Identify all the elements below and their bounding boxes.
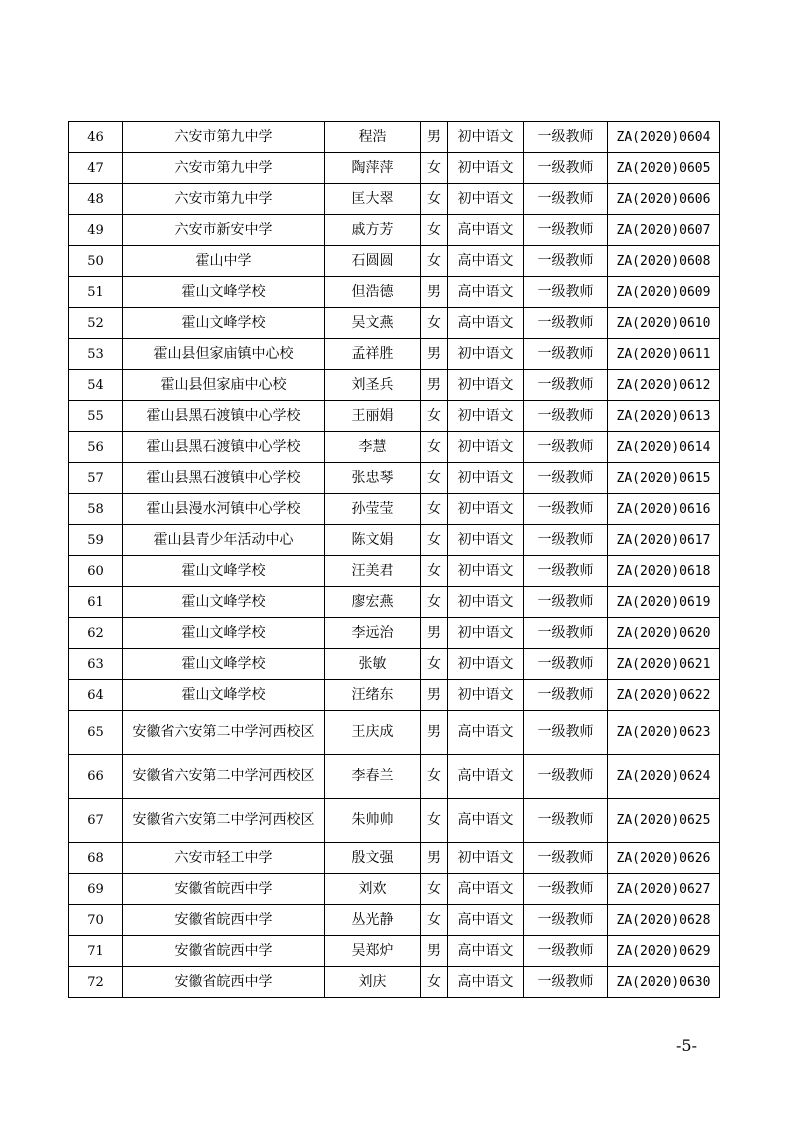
cell-school: 安徽省皖西中学 — [123, 936, 325, 967]
cell-certificate-number: ZA(2020)0627 — [608, 874, 720, 905]
cell-certificate-number: ZA(2020)0609 — [608, 277, 720, 308]
table-row — [69, 401, 720, 432]
cell-subject: 初中语文 — [448, 649, 524, 680]
cell-certificate-number: ZA(2020)0617 — [608, 525, 720, 556]
cell-number: 55 — [69, 401, 123, 432]
cell-school: 霍山县漫水河镇中心学校 — [123, 494, 325, 525]
cell-certificate-number: ZA(2020)0606 — [608, 184, 720, 215]
cell-name: 汪绪东 — [325, 680, 421, 711]
cell-subject: 初中语文 — [448, 184, 524, 215]
cell-name: 刘欢 — [325, 874, 421, 905]
cell-title: 一级教师 — [524, 122, 608, 153]
cell-name: 李慧 — [325, 432, 421, 463]
cell-name: 吴文燕 — [325, 308, 421, 339]
cell-number: 57 — [69, 463, 123, 494]
cell-title: 一级教师 — [524, 246, 608, 277]
cell-subject: 初中语文 — [448, 153, 524, 184]
cell-school: 霍山县但家庙中心校 — [123, 370, 325, 401]
cell-certificate-number: ZA(2020)0629 — [608, 936, 720, 967]
cell-subject: 高中语文 — [448, 277, 524, 308]
table-row — [69, 339, 720, 370]
cell-certificate-number: ZA(2020)0613 — [608, 401, 720, 432]
cell-certificate-number: ZA(2020)0612 — [608, 370, 720, 401]
cell-name: 王庆成 — [325, 711, 421, 755]
table-row — [69, 680, 720, 711]
cell-gender: 女 — [421, 494, 448, 525]
cell-gender: 女 — [421, 432, 448, 463]
cell-certificate-number: ZA(2020)0605 — [608, 153, 720, 184]
cell-certificate-number: ZA(2020)0610 — [608, 308, 720, 339]
cell-number: 61 — [69, 587, 123, 618]
cell-number: 72 — [69, 967, 123, 998]
cell-subject: 高中语文 — [448, 711, 524, 755]
cell-title: 一级教师 — [524, 339, 608, 370]
cell-number: 67 — [69, 799, 123, 843]
cell-number: 58 — [69, 494, 123, 525]
cell-school: 六安市第九中学 — [123, 122, 325, 153]
cell-gender: 男 — [421, 618, 448, 649]
cell-school: 安徽省皖西中学 — [123, 967, 325, 998]
table-row — [69, 308, 720, 339]
cell-school: 霍山中学 — [123, 246, 325, 277]
cell-certificate-number: ZA(2020)0615 — [608, 463, 720, 494]
cell-gender: 男 — [421, 122, 448, 153]
table-row — [69, 122, 720, 153]
cell-school: 六安市轻工中学 — [123, 843, 325, 874]
cell-number: 47 — [69, 153, 123, 184]
table-row — [69, 618, 720, 649]
table-row — [69, 277, 720, 308]
table-row — [69, 649, 720, 680]
cell-subject: 初中语文 — [448, 680, 524, 711]
table-row — [69, 936, 720, 967]
page-number: -5- — [676, 1036, 697, 1055]
roster-body — [69, 122, 720, 998]
cell-number: 65 — [69, 711, 123, 755]
cell-title: 一级教师 — [524, 308, 608, 339]
cell-certificate-number: ZA(2020)0608 — [608, 246, 720, 277]
cell-school: 安徽省皖西中学 — [123, 874, 325, 905]
cell-gender: 女 — [421, 905, 448, 936]
cell-certificate-number: ZA(2020)0623 — [608, 711, 720, 755]
cell-name: 吴郑炉 — [325, 936, 421, 967]
cell-title: 一级教师 — [524, 494, 608, 525]
cell-subject: 初中语文 — [448, 122, 524, 153]
cell-subject: 高中语文 — [448, 755, 524, 799]
cell-title: 一级教师 — [524, 905, 608, 936]
cell-school: 霍山县青少年活动中心 — [123, 525, 325, 556]
cell-name: 殷文强 — [325, 843, 421, 874]
cell-gender: 男 — [421, 339, 448, 370]
cell-name: 张敏 — [325, 649, 421, 680]
cell-title: 一级教师 — [524, 936, 608, 967]
cell-subject: 高中语文 — [448, 215, 524, 246]
cell-name: 陶萍萍 — [325, 153, 421, 184]
cell-number: 56 — [69, 432, 123, 463]
cell-name: 廖宏燕 — [325, 587, 421, 618]
cell-subject: 高中语文 — [448, 799, 524, 843]
cell-certificate-number: ZA(2020)0621 — [608, 649, 720, 680]
cell-gender: 女 — [421, 587, 448, 618]
cell-title: 一级教师 — [524, 967, 608, 998]
cell-gender: 女 — [421, 401, 448, 432]
cell-certificate-number: ZA(2020)0607 — [608, 215, 720, 246]
cell-gender: 女 — [421, 153, 448, 184]
cell-number: 63 — [69, 649, 123, 680]
cell-subject: 高中语文 — [448, 874, 524, 905]
cell-title: 一级教师 — [524, 587, 608, 618]
cell-school: 霍山文峰学校 — [123, 618, 325, 649]
cell-name: 石圆圆 — [325, 246, 421, 277]
cell-title: 一级教师 — [524, 370, 608, 401]
cell-school: 六安市新安中学 — [123, 215, 325, 246]
cell-title: 一级教师 — [524, 799, 608, 843]
cell-title: 一级教师 — [524, 680, 608, 711]
cell-certificate-number: ZA(2020)0624 — [608, 755, 720, 799]
cell-number: 62 — [69, 618, 123, 649]
cell-school: 霍山县但家庙镇中心校 — [123, 339, 325, 370]
cell-school: 安徽省皖西中学 — [123, 905, 325, 936]
cell-certificate-number: ZA(2020)0625 — [608, 799, 720, 843]
cell-subject: 高中语文 — [448, 246, 524, 277]
cell-title: 一级教师 — [524, 215, 608, 246]
cell-name: 程浩 — [325, 122, 421, 153]
cell-number: 52 — [69, 308, 123, 339]
cell-title: 一级教师 — [524, 649, 608, 680]
table-row — [69, 967, 720, 998]
cell-certificate-number: ZA(2020)0619 — [608, 587, 720, 618]
cell-title: 一级教师 — [524, 184, 608, 215]
cell-name: 孙莹莹 — [325, 494, 421, 525]
cell-school: 六安市第九中学 — [123, 184, 325, 215]
cell-certificate-number: ZA(2020)0616 — [608, 494, 720, 525]
cell-subject: 初中语文 — [448, 556, 524, 587]
teacher-roster-table — [68, 121, 720, 998]
table-row — [69, 184, 720, 215]
table-row — [69, 755, 720, 799]
cell-gender: 女 — [421, 525, 448, 556]
cell-school: 霍山文峰学校 — [123, 649, 325, 680]
cell-number: 51 — [69, 277, 123, 308]
cell-school: 霍山文峰学校 — [123, 680, 325, 711]
cell-name: 刘圣兵 — [325, 370, 421, 401]
cell-gender: 女 — [421, 463, 448, 494]
cell-gender: 男 — [421, 680, 448, 711]
cell-school: 霍山文峰学校 — [123, 308, 325, 339]
table-row — [69, 463, 720, 494]
table-row — [69, 843, 720, 874]
cell-title: 一级教师 — [524, 618, 608, 649]
cell-school: 安徽省六安第二中学河西校区 — [123, 799, 325, 843]
cell-subject: 初中语文 — [448, 618, 524, 649]
cell-number: 69 — [69, 874, 123, 905]
cell-name: 张忠琴 — [325, 463, 421, 494]
cell-title: 一级教师 — [524, 277, 608, 308]
cell-name: 戚方芳 — [325, 215, 421, 246]
cell-school: 安徽省六安第二中学河西校区 — [123, 755, 325, 799]
table-row — [69, 556, 720, 587]
cell-name: 孟祥胜 — [325, 339, 421, 370]
cell-number: 68 — [69, 843, 123, 874]
cell-name: 陈文娟 — [325, 525, 421, 556]
cell-gender: 女 — [421, 799, 448, 843]
cell-gender: 女 — [421, 649, 448, 680]
table-row — [69, 587, 720, 618]
cell-certificate-number: ZA(2020)0614 — [608, 432, 720, 463]
cell-gender: 男 — [421, 277, 448, 308]
cell-school: 霍山文峰学校 — [123, 277, 325, 308]
cell-title: 一级教师 — [524, 843, 608, 874]
cell-number: 53 — [69, 339, 123, 370]
cell-certificate-number: ZA(2020)0611 — [608, 339, 720, 370]
cell-gender: 女 — [421, 246, 448, 277]
cell-name: 王丽娟 — [325, 401, 421, 432]
cell-certificate-number: ZA(2020)0628 — [608, 905, 720, 936]
cell-gender: 女 — [421, 556, 448, 587]
cell-certificate-number: ZA(2020)0620 — [608, 618, 720, 649]
table-row — [69, 711, 720, 755]
cell-school: 安徽省六安第二中学河西校区 — [123, 711, 325, 755]
cell-subject: 初中语文 — [448, 370, 524, 401]
cell-gender: 女 — [421, 967, 448, 998]
cell-name: 但浩德 — [325, 277, 421, 308]
cell-number: 66 — [69, 755, 123, 799]
table-row — [69, 246, 720, 277]
table-row — [69, 799, 720, 843]
table-row — [69, 494, 720, 525]
cell-number: 70 — [69, 905, 123, 936]
cell-subject: 高中语文 — [448, 967, 524, 998]
cell-school: 霍山县黑石渡镇中心学校 — [123, 401, 325, 432]
cell-gender: 女 — [421, 755, 448, 799]
cell-certificate-number: ZA(2020)0622 — [608, 680, 720, 711]
cell-subject: 初中语文 — [448, 463, 524, 494]
cell-subject: 初中语文 — [448, 587, 524, 618]
cell-gender: 女 — [421, 184, 448, 215]
cell-name: 李春兰 — [325, 755, 421, 799]
cell-subject: 初中语文 — [448, 339, 524, 370]
cell-title: 一级教师 — [524, 153, 608, 184]
table-row — [69, 874, 720, 905]
cell-school: 霍山文峰学校 — [123, 556, 325, 587]
cell-gender: 男 — [421, 370, 448, 401]
cell-name: 汪美君 — [325, 556, 421, 587]
cell-number: 50 — [69, 246, 123, 277]
cell-title: 一级教师 — [524, 432, 608, 463]
cell-title: 一级教师 — [524, 463, 608, 494]
cell-subject: 初中语文 — [448, 843, 524, 874]
cell-gender: 男 — [421, 711, 448, 755]
cell-certificate-number: ZA(2020)0618 — [608, 556, 720, 587]
cell-number: 49 — [69, 215, 123, 246]
cell-title: 一级教师 — [524, 556, 608, 587]
cell-subject: 高中语文 — [448, 936, 524, 967]
cell-number: 71 — [69, 936, 123, 967]
cell-name: 朱帅帅 — [325, 799, 421, 843]
cell-number: 46 — [69, 122, 123, 153]
cell-subject: 高中语文 — [448, 308, 524, 339]
cell-subject: 初中语文 — [448, 494, 524, 525]
cell-number: 60 — [69, 556, 123, 587]
cell-school: 霍山县黑石渡镇中心学校 — [123, 432, 325, 463]
cell-gender: 女 — [421, 874, 448, 905]
cell-gender: 男 — [421, 936, 448, 967]
cell-title: 一级教师 — [524, 711, 608, 755]
cell-title: 一级教师 — [524, 874, 608, 905]
cell-school: 六安市第九中学 — [123, 153, 325, 184]
cell-certificate-number: ZA(2020)0630 — [608, 967, 720, 998]
cell-certificate-number: ZA(2020)0604 — [608, 122, 720, 153]
cell-name: 丛光静 — [325, 905, 421, 936]
cell-number: 54 — [69, 370, 123, 401]
cell-name: 匡大翠 — [325, 184, 421, 215]
cell-gender: 女 — [421, 308, 448, 339]
cell-gender: 女 — [421, 215, 448, 246]
table-row — [69, 905, 720, 936]
table-row — [69, 153, 720, 184]
cell-subject: 初中语文 — [448, 401, 524, 432]
cell-subject: 初中语文 — [448, 432, 524, 463]
table-row — [69, 370, 720, 401]
cell-name: 刘庆 — [325, 967, 421, 998]
cell-gender: 男 — [421, 843, 448, 874]
cell-school: 霍山文峰学校 — [123, 587, 325, 618]
table-row — [69, 432, 720, 463]
cell-school: 霍山县黑石渡镇中心学校 — [123, 463, 325, 494]
cell-certificate-number: ZA(2020)0626 — [608, 843, 720, 874]
table-row — [69, 525, 720, 556]
cell-title: 一级教师 — [524, 401, 608, 432]
cell-number: 64 — [69, 680, 123, 711]
cell-subject: 初中语文 — [448, 525, 524, 556]
cell-number: 59 — [69, 525, 123, 556]
cell-title: 一级教师 — [524, 755, 608, 799]
cell-number: 48 — [69, 184, 123, 215]
table-row — [69, 215, 720, 246]
cell-title: 一级教师 — [524, 525, 608, 556]
cell-name: 李远治 — [325, 618, 421, 649]
cell-subject: 高中语文 — [448, 905, 524, 936]
